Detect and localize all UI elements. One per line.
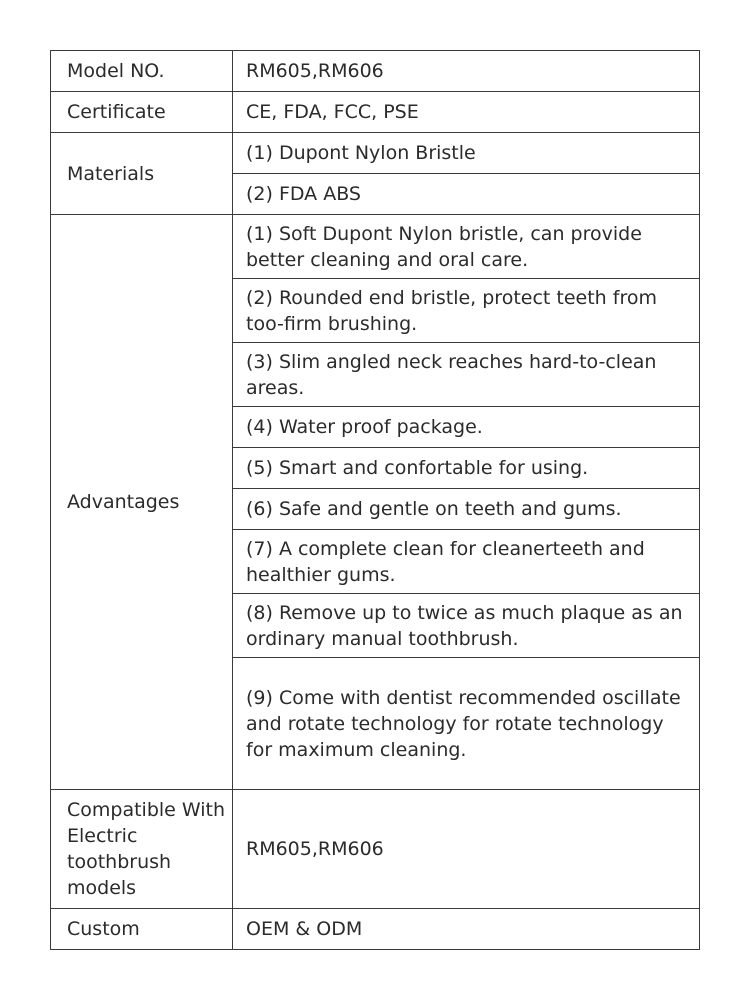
table-row-model	[51, 51, 700, 92]
table-row-custom	[51, 909, 700, 950]
advantages-label: Advantages	[51, 215, 233, 790]
table-row-materials	[51, 133, 700, 174]
table-row-advantages	[51, 215, 700, 279]
advantages-item: (9) Come with dentist recommended oscillate and rotate technology for rotate technology for maximum cleaning.	[233, 658, 700, 790]
spec-table	[50, 50, 700, 950]
advantages-item: (7) A complete clean for cleanerteeth and healthier gums.	[233, 530, 700, 594]
custom-label: Custom	[51, 909, 233, 950]
advantages-item: (2) Rounded end bristle, protect teeth from too-firm brushing.	[233, 279, 700, 343]
table-row-certificate	[51, 92, 700, 133]
advantages-item: (1) Soft Dupont Nylon bristle, can provide better cleaning and oral care.	[233, 215, 700, 279]
advantages-item: (6) Safe and gentle on teeth and gums.	[233, 489, 700, 530]
materials-item: (1) Dupont Nylon Bristle	[233, 133, 700, 174]
model-value: RM605,RM606	[233, 51, 700, 92]
advantages-item: (3) Slim angled neck reaches hard-to-clean areas.	[233, 343, 700, 407]
certificate-value: CE, FDA, FCC, PSE	[233, 92, 700, 133]
advantages-item: (8) Remove up to twice as much plaque as an ordinary manual toothbrush.	[233, 594, 700, 658]
advantages-item: (4) Water proof package.	[233, 407, 700, 448]
compatible-label: Compatible With Electric toothbrush models	[51, 790, 233, 909]
custom-value: OEM & ODM	[233, 909, 700, 950]
materials-label: Materials	[51, 133, 233, 215]
advantages-item: (5) Smart and confortable for using.	[233, 448, 700, 489]
model-label: Model NO.	[51, 51, 233, 92]
materials-item: (2) FDA ABS	[233, 174, 700, 215]
table-row-compatible	[51, 790, 700, 909]
compatible-value: RM605,RM606	[233, 790, 700, 909]
certificate-label: Certificate	[51, 92, 233, 133]
